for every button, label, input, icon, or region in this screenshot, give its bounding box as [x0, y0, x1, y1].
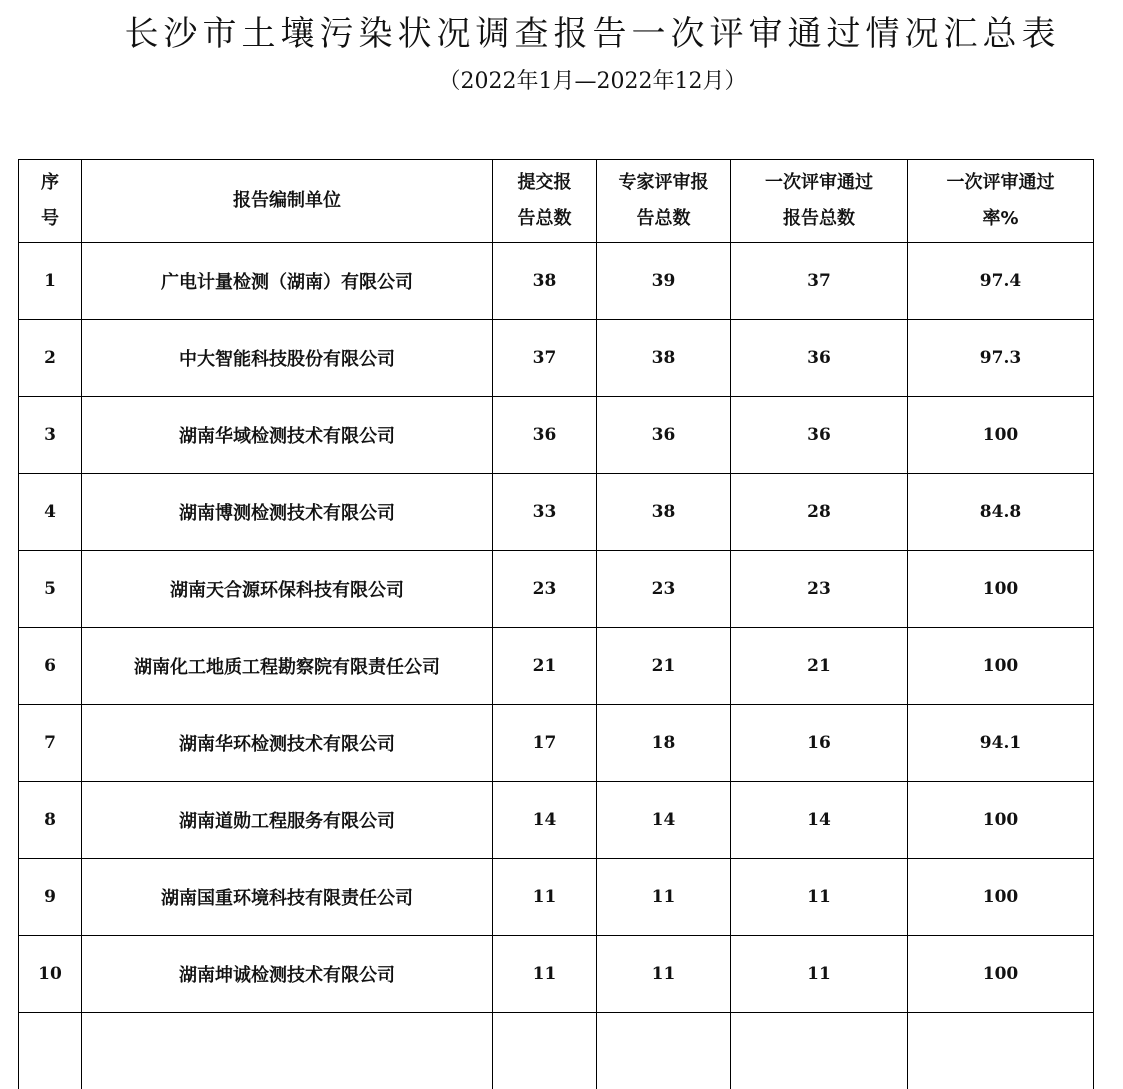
cell-seq: 6 — [19, 628, 82, 705]
cell-passed: 37 — [731, 243, 908, 320]
cell-unit: 湖南国重环境科技有限责任公司 — [82, 859, 493, 936]
cell-cutoff — [493, 1013, 597, 1089]
cell-passed: 23 — [731, 551, 908, 628]
cell-submitted: 21 — [493, 628, 597, 705]
cell-rate: 100 — [908, 628, 1094, 705]
cell-passed: 21 — [731, 628, 908, 705]
cell-unit: 湖南道勋工程服务有限公司 — [82, 782, 493, 859]
table-header-row — [19, 160, 1094, 243]
cell-seq: 2 — [19, 320, 82, 397]
cell-unit: 中大智能科技股份有限公司 — [82, 320, 493, 397]
cell-submitted: 38 — [493, 243, 597, 320]
table-row — [19, 320, 1094, 397]
cell-passed: 11 — [731, 936, 908, 1013]
header-submitted — [493, 160, 597, 243]
date-range-subtitle: （2022年1月—2022年12月） — [0, 64, 1123, 95]
table-row — [19, 936, 1094, 1013]
cell-cutoff — [597, 1013, 731, 1089]
cell-submitted: 14 — [493, 782, 597, 859]
header-passed-line2: 报告总数 — [783, 208, 855, 229]
cell-unit: 湖南华域检测技术有限公司 — [82, 397, 493, 474]
cell-unit: 湖南化工地质工程勘察院有限责任公司 — [82, 628, 493, 705]
cell-reviewed: 39 — [597, 243, 731, 320]
cell-reviewed: 18 — [597, 705, 731, 782]
cell-submitted: 11 — [493, 859, 597, 936]
table-row — [19, 243, 1094, 320]
table-row — [19, 859, 1094, 936]
cell-rate: 100 — [908, 936, 1094, 1013]
cell-seq: 10 — [19, 936, 82, 1013]
table-row — [19, 782, 1094, 859]
header-reviewed — [597, 160, 731, 243]
header-passed — [731, 160, 908, 243]
cell-reviewed: 38 — [597, 320, 731, 397]
table-row — [19, 474, 1094, 551]
header-seq-line1: 序 — [41, 172, 59, 193]
cell-passed: 16 — [731, 705, 908, 782]
cell-unit: 湖南坤诚检测技术有限公司 — [82, 936, 493, 1013]
cell-submitted: 23 — [493, 551, 597, 628]
cell-reviewed: 23 — [597, 551, 731, 628]
header-submitted-line2: 告总数 — [518, 208, 572, 229]
cell-passed: 14 — [731, 782, 908, 859]
cell-rate: 100 — [908, 782, 1094, 859]
table-row — [19, 705, 1094, 782]
cell-submitted: 11 — [493, 936, 597, 1013]
cell-seq: 8 — [19, 782, 82, 859]
cell-seq: 3 — [19, 397, 82, 474]
header-submitted-line1: 提交报 — [518, 172, 572, 193]
cell-rate: 100 — [908, 397, 1094, 474]
cell-seq: 5 — [19, 551, 82, 628]
header-seq-line2: 号 — [41, 208, 59, 229]
cell-submitted: 17 — [493, 705, 597, 782]
cell-rate: 100 — [908, 859, 1094, 936]
cell-reviewed: 36 — [597, 397, 731, 474]
cell-rate: 97.3 — [908, 320, 1094, 397]
header-passed-line1: 一次评审通过 — [765, 172, 873, 193]
table-row — [19, 551, 1094, 628]
header-seq — [19, 160, 82, 243]
cell-rate: 97.4 — [908, 243, 1094, 320]
cell-cutoff — [731, 1013, 908, 1089]
cell-rate: 84.8 — [908, 474, 1094, 551]
cell-reviewed: 38 — [597, 474, 731, 551]
cell-seq: 4 — [19, 474, 82, 551]
cell-cutoff — [908, 1013, 1094, 1089]
header-reviewed-line2: 告总数 — [637, 208, 691, 229]
header-rate-line2: 率% — [982, 208, 1018, 229]
cell-reviewed: 14 — [597, 782, 731, 859]
cell-passed: 11 — [731, 859, 908, 936]
cell-reviewed: 21 — [597, 628, 731, 705]
document-title: 长沙市土壤污染状况调查报告一次评审通过情况汇总表 — [0, 6, 1123, 55]
cell-rate: 94.1 — [908, 705, 1094, 782]
cell-unit: 广电计量检测（湖南）有限公司 — [82, 243, 493, 320]
cell-seq: 1 — [19, 243, 82, 320]
header-rate — [908, 160, 1094, 243]
cell-cutoff — [82, 1013, 493, 1089]
cell-seq: 7 — [19, 705, 82, 782]
header-rate-line1: 一次评审通过 — [947, 172, 1055, 193]
table-row — [19, 397, 1094, 474]
cell-passed: 36 — [731, 397, 908, 474]
cell-unit: 湖南博测检测技术有限公司 — [82, 474, 493, 551]
table-row — [19, 628, 1094, 705]
cell-unit: 湖南华环检测技术有限公司 — [82, 705, 493, 782]
cell-rate: 100 — [908, 551, 1094, 628]
cell-seq: 9 — [19, 859, 82, 936]
cell-reviewed: 11 — [597, 936, 731, 1013]
cell-reviewed: 11 — [597, 859, 731, 936]
cell-cutoff — [19, 1013, 82, 1089]
cell-unit: 湖南天合源环保科技有限公司 — [82, 551, 493, 628]
summary-table — [18, 159, 1094, 1089]
table-row-cutoff — [19, 1013, 1094, 1089]
cell-submitted: 37 — [493, 320, 597, 397]
cell-submitted: 36 — [493, 397, 597, 474]
header-reviewed-line1: 专家评审报 — [619, 172, 709, 193]
cell-passed: 28 — [731, 474, 908, 551]
cell-submitted: 33 — [493, 474, 597, 551]
cell-passed: 36 — [731, 320, 908, 397]
header-unit: 报告编制单位 — [82, 160, 493, 243]
